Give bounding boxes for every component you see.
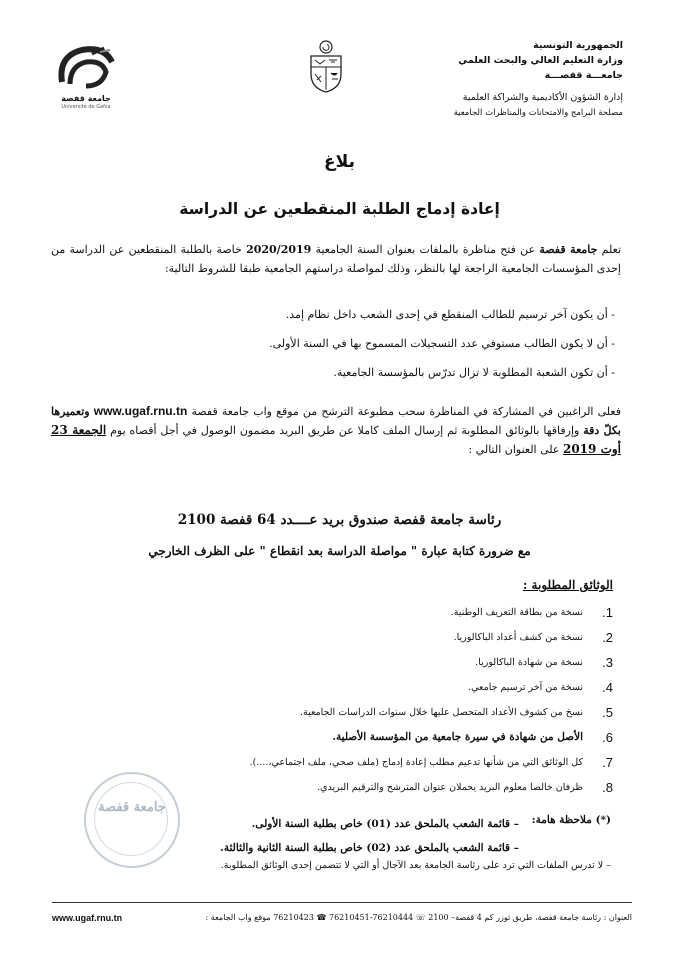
postal-address: رئاسة جامعة قفصة صندوق بريد عــــدد 64 قفصة 2100 [177,512,502,528]
document-number: 4. [602,680,613,695]
header-service: مصلحة البرامج والامتحانات والمناظرات الجامعية [453,108,623,118]
document-text: نسخ من كشوف الأعداد المتحصل عليها خلال سنوات الدراسات الجامعية. [299,707,583,718]
website-link[interactable]: www.ugaf.rnu.tn [93,404,188,418]
header-ministry-block [373,38,623,120]
intro-text-c: عن فتح مناظرة بالملفات بعنوان السنة الجامعية [311,243,540,256]
document-text: نسخة من شهادة الباكالوريا. [475,657,583,668]
condition-item: - أن لا يكون الطالب مستوفي عدد التسجيلات المسموح بها في السنة الأولى. [269,337,615,350]
page-title: إعادة إدماج الطلبة المنقطعين عن الدراسة [179,200,500,218]
apply-text-c: وإرفاقها بالوثائق المطلوبة ثم إرسال الملف كاملا عن طريق البريد مضمون الوصول في أجل أقصاه يوم [106,424,584,437]
logo-text: جامعة قفصة [61,94,111,103]
header-republic: الجمهورية التونسية [533,40,623,51]
header-directorate: إدارة الشؤون الأكاديمية والشراكة العلمية [462,92,623,103]
document-number: 1. [602,605,613,620]
intro-university: جامعة قفصة [539,243,598,256]
header-university: جامعـــة قفصـــة [544,70,623,81]
document-text: نسخة من آخر ترسيم جامعي. [468,682,583,693]
university-logo-icon [52,42,120,94]
document-item [93,600,613,625]
intro-text-a: تعلم [597,243,621,256]
document-text: الأصل من شهادة في سيرة جامعية من المؤسسة الأصلية. [332,731,583,743]
footer [52,913,632,922]
document-item [93,700,613,725]
footer-divider [52,902,632,903]
document-item [93,750,613,775]
stamp-text: جامعة قفصة [98,800,166,815]
tunisia-emblem-icon [305,40,347,94]
intro-paragraph [51,240,621,278]
document-text: ظرفان خالصا معلوم البريد يحملان عنوان المترشح والترقيم البريدي. [317,782,583,793]
apply-text-a: فعلى الراغبين في المشاركة في المناظرة سحب مطبوعة الترشح من موقع واب جامعة قفصة [187,405,622,418]
footer-website-link[interactable]: www.ugaf.rnu.tn [52,913,123,923]
documents-list [93,600,613,800]
intro-text-d: خاصة بالطلبة المنقطعين عن الدراسة من إحدى المؤسسات الجامعية الراجعة لها بالنظر، وذلك لمواصلة دراستهم الجامعية طبقا للشروط التالية: [51,243,621,275]
header-ministry: وزارة التعليم العالي والبحث العلمي [458,55,623,66]
document-number: 2. [602,630,613,645]
remark-item: – لا تدرس الملفات التي ترد على رئاسة الجامعة بعد الآجال أو التي لا تتضمن إحدى الوثائق المطلوبة. [220,860,611,871]
document-number: 3. [602,655,613,670]
apply-text-b: وتعميرها بكلّ دقة [51,405,621,437]
remarks-label: (*) ملاحظة هامة: [531,814,611,826]
document-number: 7. [602,755,613,770]
documents-heading: الوثائق المطلوبة : [522,578,613,592]
condition-item: - أن يكون آخر ترسيم للطالب المنقطع في إحدى الشعب داخل نظام إمد. [285,308,615,321]
announcement-heading: بلاغ [324,152,355,172]
application-paragraph [51,402,621,459]
remark-item: – قائمة الشعب بالملحق عدد (02) خاص بطلبة السنة الثانية والثالثة. [220,842,519,854]
envelope-note: مع ضرورة كتابة عبارة " مواصلة الدراسة بعد انقطاع " على الظرف الخارجي [148,544,531,558]
document-number: 6. [602,730,613,745]
document-number: 5. [602,705,613,720]
university-logo [52,42,120,112]
conditions-list [55,300,615,387]
document-text: كل الوثائق التي من شأنها تدعيم مطلب إعادة إدماج (ملف صحي، ملف اجتماعي،....). [249,757,583,768]
document-item [93,625,613,650]
footer-address: العنوان : رئاسة جامعة قفصة، طريق توزر كم 4 قفصة– 2100 ☏ 76210444-76210451 ☎ 76210423 موقع واب الجامعة : [205,913,632,922]
document-text: نسخة من بطاقة التعريف الوطنية. [450,607,583,618]
condition-item: - أن تكون الشعبة المطلوبة لا تزال تدرّس بالمؤسسة الجامعية. [333,366,615,379]
remark-item: – قائمة الشعب بالملحق عدد (01) خاص بطلبة السنة الأولى. [251,818,519,830]
document-text: نسخة من كشف أعداد الباكالوريا. [453,632,583,643]
remarks-list [79,812,519,860]
deadline-date: الجمعة 23 أوت 2019 [51,423,621,456]
document-number: 8. [602,780,613,795]
apply-text-d: على العنوان التالي : [468,443,563,456]
intro-year: 2020/2019 [246,243,312,256]
document-item [93,725,613,750]
document-item [93,675,613,700]
document-item [93,650,613,675]
logo-subtitle: Université de Gafsa [61,104,111,110]
